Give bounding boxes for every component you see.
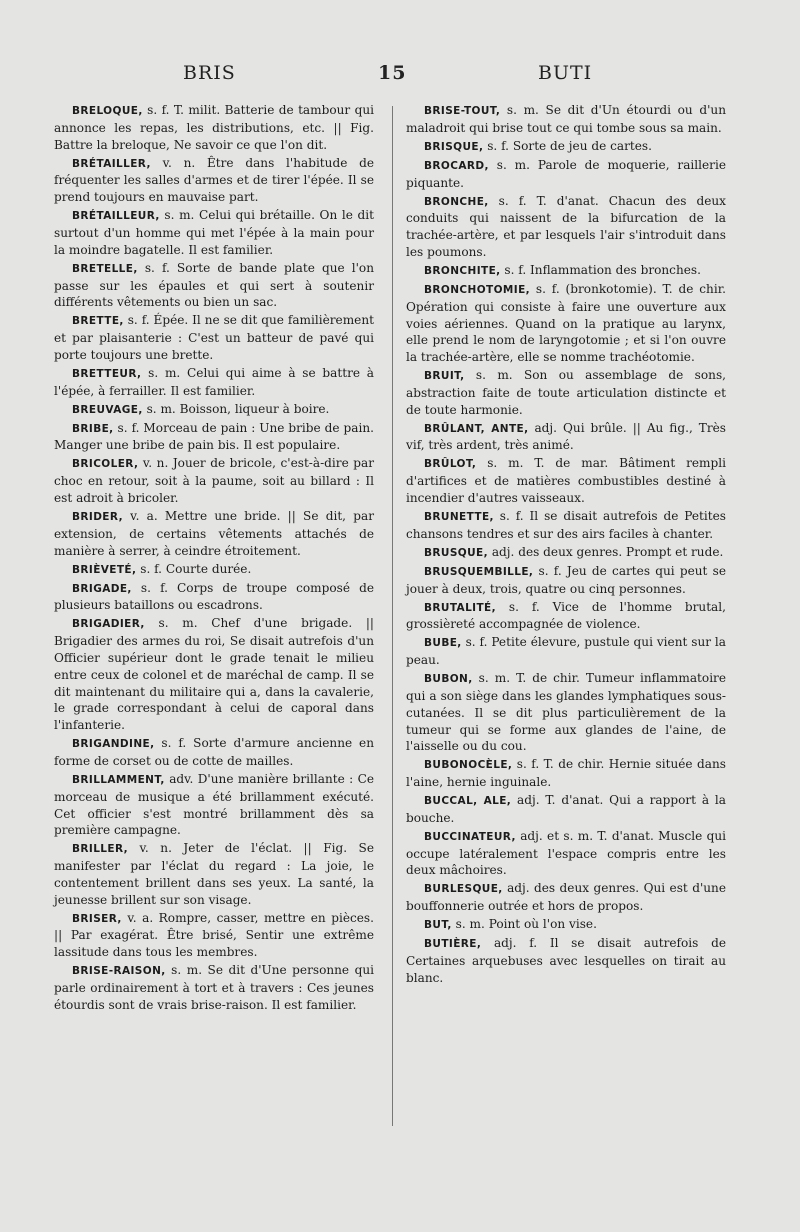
entry-definition: adj. f. Il se disait autrefois de Certaines arquebuses avec lesquelles on tirait au blanc.	[406, 936, 726, 985]
entry-definition: s. f. Jeu de cartes qui peut se jouer à deux, trois, quatre ou cinq personnes.	[406, 563, 726, 596]
entry-definition: s. f. Il se disait autrefois de Petites chansons tendres et sur des airs faciles à chanter.	[406, 509, 726, 541]
entry-headword: BRUNETTE,	[424, 511, 494, 524]
entry-headword: BRIDER,	[72, 511, 123, 524]
entry-definition: s. m. Son ou assemblage de sons, abstraction faite de toute articulation distincte et de toute harmonie.	[406, 368, 726, 417]
dictionary-entry	[54, 420, 374, 455]
entry-headword: BRISE-RAISON,	[72, 965, 166, 978]
entry-definition: s. f. Inflammation des bronches.	[500, 262, 701, 277]
entry-headword: BRETTEUR,	[72, 367, 142, 380]
dictionary-entry	[406, 544, 726, 562]
dictionary-entry	[54, 962, 374, 1013]
entry-headword: BROCARD,	[424, 159, 489, 172]
dictionary-entry	[406, 367, 726, 418]
dictionary-entry	[406, 935, 726, 986]
entry-definition: s. f. T. d'anat. Chacun des deux conduits qui naissent de la bifurcation de la trachée-artère, et par lesquels l'air s'introduit dans les poumons.	[406, 193, 726, 259]
entry-definition: s. m. T. de mar. Bâtiment rempli d'artifices et de matières combustibles destiné à incendier d'autres vaisseaux.	[406, 456, 726, 506]
entry-definition: adj. des deux genres. Prompt et rude.	[488, 544, 724, 559]
entry-definition: adj. et s. m. T. d'anat. Muscle qui occupe latéralement l'espace compris entre les deux mâchoires.	[406, 828, 726, 878]
entry-definition: s. m. Chef d'une brigade. || Brigadier des armes du roi, Se disait autrefois d'un Officier supérieur dont le grade tenait le milieu entre ceux de colonel et de maréchal de camp. Il se dit maintenant du militaire qui a, dans la cavalerie, le grade correspondant à celui de caporal dans l'infanterie.	[54, 616, 374, 733]
entry-definition: s. f. Sorte d'armure ancienne en forme de corset ou de cotte de mailles.	[54, 736, 374, 768]
entry-headword: BRONCHOTOMIE,	[424, 283, 531, 296]
dictionary-entry	[406, 262, 726, 280]
entry-headword: BRIGADE,	[72, 582, 132, 595]
dictionary-entry	[54, 260, 374, 311]
entry-headword: BRÛLANT, ANTE,	[424, 422, 529, 435]
dictionary-entry	[406, 563, 726, 598]
entry-headword: BRONCHE,	[424, 195, 489, 208]
entry-definition: s. m. Celui qui aime à se battre à l'épée, à ferrailler. Il est familier.	[54, 365, 374, 398]
entry-headword: BURLESQUE,	[424, 883, 503, 896]
dictionary-entry	[406, 756, 726, 791]
entry-definition: s. f. Corps de troupe composé de plusieurs bataillons ou escadrons.	[54, 580, 374, 613]
dictionary-entry	[406, 420, 726, 455]
entry-headword: BRETTE,	[72, 315, 124, 328]
entry-definition: s. f. Épée. Il ne se dit que familièrement et par plaisanterie : C'est un batteur de pavé qui porte toujours une brette.	[54, 313, 374, 362]
entry-definition: v. a. Mettre une bride. || Se dit, par extension, de certains vêtements attachés de manière à serrer, à ceindre étroitement.	[54, 509, 374, 558]
entry-definition: adv. D'une manière brillante : Ce morceau de musique a été brillamment exécuté. Cet officier s'est montré brillamment dès sa première campagne.	[54, 771, 374, 838]
entry-headword: BRILLAMMENT,	[72, 773, 165, 786]
entry-definition: s. f. Sorte de jeu de cartes.	[483, 138, 652, 153]
right-column	[406, 102, 726, 988]
dictionary-entry	[406, 792, 726, 827]
entry-definition: s. m. Se dit d'Un étourdi ou d'un maladroit qui brise tout ce qui tombe sous sa main.	[406, 103, 726, 135]
entry-definition: adj. des deux genres. Qui est d'une bouffonnerie outrée et hors de propos.	[406, 881, 726, 914]
entry-headword: BUBE,	[424, 637, 462, 650]
dictionary-entry	[406, 157, 726, 192]
entry-headword: BRISER,	[72, 912, 122, 925]
entry-headword: BRIÈVETÉ,	[72, 563, 137, 576]
left-column	[54, 102, 374, 1015]
entry-headword: BRELOQUE,	[72, 105, 143, 117]
entry-definition: adj. Qui brûle. || Au fig., Très vif, très ardent, très animé.	[406, 420, 726, 453]
entry-headword: BRUSQUE,	[424, 546, 488, 559]
entry-headword: BRÉTAILLER,	[72, 157, 151, 170]
entry-definition: v. a. Rompre, casser, mettre en pièces. || Par exagérat. Être brisé, Sentir une extrême lassitude dans tous les membres.	[54, 910, 374, 960]
entry-headword: BUTIÈRE,	[424, 938, 482, 951]
entry-definition: s. m. Point où l'on vise.	[451, 917, 597, 932]
entry-headword: BUBONOCÈLE,	[424, 759, 513, 772]
entry-headword: BRUSQUEMBILLE,	[424, 565, 534, 578]
dictionary-entry	[406, 138, 726, 156]
entry-headword: BRIBE,	[72, 422, 114, 435]
dictionary-entry	[406, 508, 726, 543]
dictionary-entry	[54, 155, 374, 206]
entry-headword: BRÉTAILLEUR,	[72, 210, 160, 223]
entry-headword: BREUVAGE,	[72, 403, 143, 416]
entry-headword: BRUIT,	[424, 370, 465, 383]
entry-definition: s. m. Boisson, liqueur à boire.	[142, 401, 330, 416]
column-divider	[392, 106, 393, 1126]
entry-definition: s. f. (bronkotomie). T. de chir. Opération qui consiste à faire une ouverture aux voies aériennes. Quand on la pratique au larynx, elle prend le nom de laryngotomie ; et si l'on ouvre la trachée-artère, elle se nomme trachéotomie.	[406, 281, 726, 365]
dictionary-entry	[406, 880, 726, 915]
dictionary-entry	[54, 580, 374, 615]
entry-definition: v. n. Jeter de l'éclat. || Fig. Se manifester par l'éclat du regard : La joie, le contentement brillent dans ses yeux. La santé, la jeunesse brillent sur son visage.	[54, 841, 374, 907]
dictionary-entry	[406, 670, 726, 755]
entry-headword: BUBON,	[424, 673, 473, 686]
dictionary-entry	[54, 207, 374, 258]
entry-headword: BRILLER,	[72, 843, 129, 856]
running-head-left: BRIS	[183, 62, 236, 84]
entry-headword: BRÛLOT,	[424, 458, 477, 471]
entry-definition: s. f. T. milit. Batterie de tambour qui annonce les repas, les distributions, etc. || Fig. Battre la breloque, Ne savoir ce que l'on dit.	[54, 103, 374, 152]
dictionary-entry	[406, 455, 726, 506]
dictionary-entry	[406, 193, 726, 261]
entry-definition: v. n. Jouer de bricole, c'est-à-dire par choc en retour, soit à la paume, soit au billard : Il est adroit à bricoler.	[54, 456, 374, 506]
entry-definition: s. m. Celui qui brétaille. On le dit surtout d'un homme qui met l'épée à la main pour la moindre bagatelle. Il est familier.	[54, 208, 374, 257]
running-head-right: BUTI	[538, 62, 593, 84]
entry-headword: BRUTALITÉ,	[424, 601, 497, 614]
dictionary-entry	[54, 455, 374, 506]
entry-headword: BRETELLE,	[72, 262, 138, 275]
entry-headword: BRICOLER,	[72, 458, 139, 471]
dictionary-entry	[54, 401, 374, 419]
entry-headword: BUCCAL, ALE,	[424, 795, 512, 808]
entry-definition: v. n. Être dans l'habitude de fréquenter les salles d'armes et de tirer l'épée. Il se prend toujours en mauvaise part.	[54, 155, 374, 205]
dictionary-entry	[54, 910, 374, 961]
entry-definition: s. m. Parole de moquerie, raillerie piquante.	[406, 157, 726, 190]
dictionary-entry	[406, 828, 726, 879]
entry-definition: s. m. Se dit d'Une personne qui parle ordinairement à tort et à travers : Ces jeunes étourdis sont de vrais brise-raison. Il est familier.	[54, 963, 374, 1012]
entry-headword: BRISE-TOUT,	[424, 105, 501, 117]
entry-definition: s. f. T. de chir. Hernie située dans l'aine, hernie inguinale.	[406, 757, 726, 790]
entry-headword: BRONCHITE,	[424, 264, 501, 277]
dictionary-entry	[54, 102, 374, 153]
entry-headword: BUCCINATEUR,	[424, 830, 516, 843]
entry-definition: s. f. Sorte de bande plate que l'on passe sur les épaules et qui sert à soutenir différents vêtements ou bien un sac.	[54, 260, 374, 310]
entry-headword: BRIGADIER,	[72, 618, 145, 631]
entry-definition: s. f. Morceau de pain : Une bribe de pain. Manger une bribe de pain bis. Il est populaire.	[54, 420, 374, 453]
dictionary-entry	[406, 634, 726, 669]
entry-headword: BUT,	[424, 919, 452, 932]
page-number: 15	[378, 62, 407, 84]
entry-definition: s. m. T. de chir. Tumeur inflammatoire qui a son siège dans les glandes lymphatiques sous-cutanées. Il se dit plus particulièrement de la tumeur qui se forme aux glandes de l'aine, de l'aisselle ou du cou.	[406, 671, 726, 754]
dictionary-entry	[54, 365, 374, 400]
entry-definition: s. f. Petite élevure, pustule qui vient sur la peau.	[406, 635, 726, 668]
entry-definition: adj. T. d'anat. Qui a rapport à la bouche.	[406, 793, 726, 825]
entry-definition: s. f. Courte durée.	[136, 561, 252, 576]
dictionary-entry	[54, 561, 374, 579]
dictionary-entry	[54, 615, 374, 734]
dictionary-entry	[406, 281, 726, 366]
dictionary-entry	[406, 916, 726, 934]
dictionary-entry	[54, 312, 374, 363]
dictionary-entry	[54, 840, 374, 908]
entry-headword: BRISQUE,	[424, 140, 484, 153]
dictionary-entry	[54, 508, 374, 559]
entry-headword: BRIGANDINE,	[72, 738, 155, 751]
dictionary-entry	[406, 102, 726, 137]
dictionary-entry	[54, 735, 374, 770]
entry-definition: s. f. Vice de l'homme brutal, grossièreté accompagnée de violence.	[406, 599, 726, 632]
dictionary-entry	[54, 771, 374, 839]
dictionary-entry	[406, 599, 726, 634]
